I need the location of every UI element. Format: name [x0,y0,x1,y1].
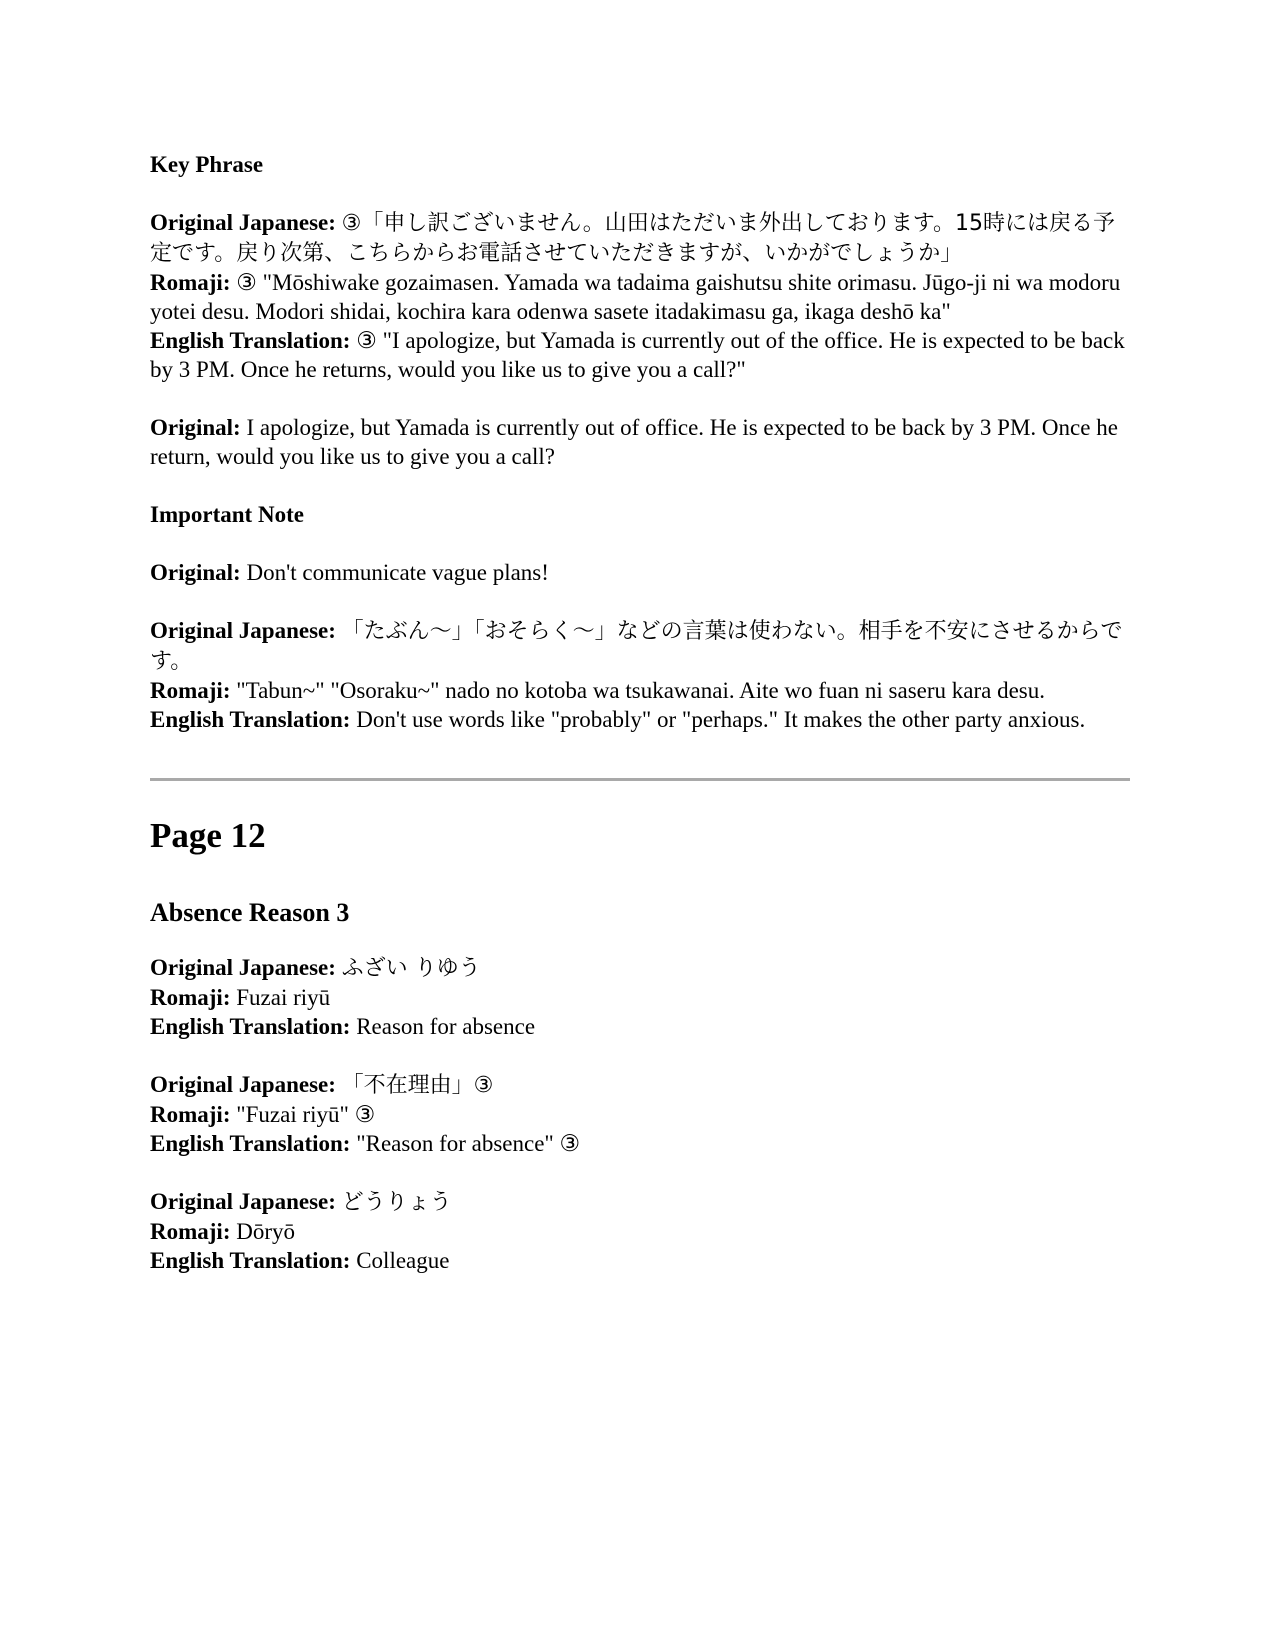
vocab-romaji [150,983,1130,1012]
japanese-text: ふざい りゆう [341,956,481,981]
vocab-japanese [150,1187,1130,1217]
vocab-entry [150,1070,1130,1158]
romaji-text: Fuzai riyū [236,985,331,1010]
original-text: Don't communicate vague plans! [246,560,549,585]
japanese-label: Original Japanese: [150,210,336,235]
section-divider [150,778,1130,781]
important-note-heading: Important Note [150,502,304,527]
important-note-block [150,616,1130,734]
vocab-japanese [150,1070,1130,1100]
romaji-label: Romaji: [150,1102,231,1127]
japanese-label: Original Japanese: [150,955,336,980]
key-phrase-original-block [150,413,1130,471]
japanese-label: Original Japanese: [150,1072,336,1097]
romaji-text: "Tabun~" "Osoraku~" nado no kotoba wa tsukawanai. Aite wo fuan ni saseru kara desu. [236,678,1046,703]
key-phrase-english [150,326,1130,384]
japanese-text: ③「申し訳ございません。山田はただいま外出しております。15時には戻る予定です。戻り次第、こちらからお電話させていただきますが、いかがでしょうか」 [150,211,1115,266]
japanese-label: Original Japanese: [150,618,336,643]
original-label: Original: [150,560,241,585]
section-subtitle: Absence Reason 3 [150,898,350,927]
important-note-japanese [150,616,1130,676]
vocab-romaji [150,1217,1130,1246]
important-note-original-block [150,558,1130,587]
romaji-label: Romaji: [150,678,231,703]
important-note-english [150,705,1130,734]
english-text: Don't use words like "probably" or "perhaps." It makes the other party anxious. [356,707,1086,732]
original-label: Original: [150,415,241,440]
english-label: English Translation: [150,1131,351,1156]
romaji-label: Romaji: [150,270,231,295]
key-phrase-romaji [150,268,1130,326]
page-title: Page 12 [150,816,266,855]
original-text: I apologize, but Yamada is currently out of office. He is expected to be back by 3 PM. Once he return, would you like us to give you a call? [150,415,1118,469]
romaji-label: Romaji: [150,985,231,1010]
romaji-text: Dōryō [236,1219,296,1244]
key-phrase-japanese [150,208,1130,268]
key-phrase-block [150,208,1130,384]
english-text: ③ "I apologize, but Yamada is currently out of the office. He is expected to be back by 3 PM. Once he returns, would you like us to give you a call?" [150,328,1125,382]
japanese-label: Original Japanese: [150,1189,336,1214]
romaji-text: ③ "Mōshiwake gozaimasen. Yamada wa tadaima gaishutsu shite orimasu. Jūgo-ji ni wa modoru yotei desu. Modori shidai, kochira kara odenwa sasete itadakimasu ga, ikaga deshō ka" [150,270,1121,324]
document-page [150,150,1130,1275]
vocab-entry [150,1187,1130,1275]
english-label: English Translation: [150,328,351,353]
key-phrase-original [150,413,1130,471]
romaji-label: Romaji: [150,1219,231,1244]
english-text: "Reason for absence" ③ [356,1131,581,1156]
vocab-romaji [150,1100,1130,1129]
japanese-text: 「たぶん〜」「おそらく〜」などの言葉は使わない。相手を不安にさせるからです。 [150,619,1123,674]
romaji-text: "Fuzai riyū" ③ [236,1102,376,1127]
important-note-heading-block [150,500,1130,529]
english-label: English Translation: [150,1248,351,1273]
vocab-english [150,1246,1130,1275]
vocab-japanese [150,953,1130,983]
japanese-text: どうりょう [341,1190,452,1215]
english-text: Reason for absence [356,1014,536,1039]
vocab-english [150,1129,1130,1158]
important-note-original [150,558,1130,587]
vocab-english [150,1012,1130,1041]
japanese-text: 「不在理由」③ [341,1073,494,1098]
english-label: English Translation: [150,707,351,732]
vocab-entry [150,953,1130,1041]
english-text: Colleague [356,1248,450,1273]
key-phrase-heading: Key Phrase [150,152,264,177]
important-note-romaji [150,676,1130,705]
english-label: English Translation: [150,1014,351,1039]
